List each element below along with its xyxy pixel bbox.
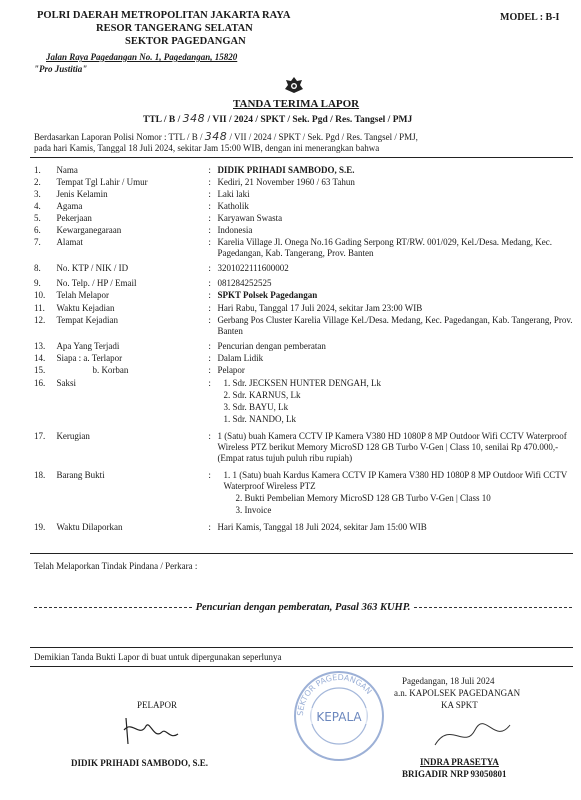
dash-right [414, 607, 572, 608]
sign-right-name: INDRA PRASETYA [420, 757, 499, 767]
field-number: 6. [34, 225, 41, 235]
field-colon [208, 505, 217, 522]
field-label: Jenis Kelamin [56, 189, 108, 199]
field-number: 8. [34, 263, 41, 273]
field-row [34, 378, 574, 390]
field-value: 3. Invoice [235, 505, 272, 515]
field-value: Karelia Village Jl. Onega No.16 Gading Serpong RT/RW. 001/029, Kel./Desa. Medang, Kec. Pagedangan, Kab. Tangerang, Prov. Banten [217, 237, 553, 258]
sign-an: a.n. KAPOLSEK PAGEDANGAN [394, 688, 521, 698]
stamp-center-text: KEPALA [316, 710, 362, 724]
field-row [34, 263, 574, 278]
intro-line-1b: / VII / 2024 / SPKT / Sek. Pgd / Res. Tangsel / PMJ, [229, 132, 418, 142]
sign-left-role: PELAPOR [137, 700, 178, 710]
tindak-pidana-value: Pencurian dengan pemberatan, Pasal 363 KUHP. [195, 602, 411, 613]
field-value: 3. Sdr. BAYU, Lk [223, 402, 289, 412]
field-row [34, 303, 574, 315]
field-number [34, 402, 56, 414]
field-number: 5. [34, 213, 41, 223]
field-row [34, 213, 574, 225]
field-row [34, 201, 574, 213]
field-label: Telah Melapor [56, 290, 110, 300]
field-value: Pencurian dengan pemberatan [217, 341, 326, 351]
field-value: DIDIK PRIHADI SAMBODO, S.E. [217, 165, 355, 175]
sign-place-date: Pagedangan, 18 Juli 2024 [402, 676, 495, 686]
field-row [34, 341, 574, 353]
field-label: Agama [56, 201, 83, 211]
field-value: 081284252525 [217, 278, 272, 288]
field-label: Kewarganegaraan [56, 225, 122, 235]
field-number [34, 493, 56, 505]
police-emblem-icon [283, 76, 305, 94]
number-prefix: TTL / B / [143, 115, 181, 125]
field-colon: : [208, 213, 211, 223]
field-row [34, 402, 574, 414]
intro-line-1 [34, 130, 418, 143]
field-number: 7. [34, 237, 41, 247]
field-number: 15. [34, 365, 46, 375]
field-colon: : [208, 278, 211, 288]
org-line-1: POLRI DAERAH METROPOLITAN JAKARTA RAYA [37, 10, 291, 21]
field-row [34, 470, 574, 493]
field-label: Waktu Dilaporkan [56, 522, 123, 532]
dash-left [34, 607, 192, 608]
intro-line-2: pada hari Kamis, Tanggal 18 Juli 2024, sekitar Jam 15:00 WIB, dengan ini menerangkan bahwa [34, 143, 380, 153]
field-label: Apa Yang Terjadi [56, 341, 120, 351]
top-divider [30, 157, 573, 158]
field-value: Hari Kamis, Tanggal 18 Juli 2024, sekitar Jam 15:00 WIB [217, 522, 427, 532]
field-label: Saksi [56, 378, 76, 388]
field-row [34, 414, 574, 431]
field-label: b. Korban [92, 365, 129, 375]
field-row [34, 315, 574, 341]
field-value: 3201022111600002 [217, 263, 289, 273]
field-value: 1. Sdr. JECKSEN HUNTER DENGAH, Lk [223, 378, 381, 388]
field-colon: : [208, 303, 211, 313]
pro-justitia: "Pro Justitia" [34, 64, 88, 74]
intro-line-1a: Berdasarkan Laporan Polisi Nomor : TTL / B / [34, 132, 203, 142]
tindak-pidana-line [34, 602, 572, 613]
org-line-2: RESOR TANGERANG SELATAN [96, 23, 253, 34]
field-row [34, 365, 574, 378]
field-number: 18. [34, 470, 46, 480]
field-colon: : [208, 225, 211, 235]
field-row [34, 189, 574, 201]
field-value: Hari Rabu, Tanggal 17 Juli 2024, sekitar Jam 23:00 WIB [217, 303, 423, 313]
field-label: Alamat [56, 237, 83, 247]
model-code: MODEL : B-I [500, 12, 560, 23]
field-row [34, 165, 574, 177]
field-colon: : [208, 353, 211, 363]
org-line-3: SEKTOR PAGEDANGAN [125, 36, 246, 47]
field-colon: : [208, 470, 211, 480]
field-value: Pelapor [217, 365, 245, 375]
mid-divider [30, 647, 573, 648]
field-number [34, 505, 56, 522]
field-number: 11. [34, 303, 45, 313]
document-number [143, 112, 412, 125]
field-colon: : [208, 341, 211, 351]
field-label: Siapa : a. Terlapor [56, 353, 123, 363]
field-colon: : [208, 378, 211, 388]
field-number: 1. [34, 165, 41, 175]
field-label [56, 402, 208, 414]
field-label [56, 505, 208, 522]
field-row [34, 390, 574, 402]
report-fields [34, 165, 574, 534]
field-label: Pekerjaan [56, 213, 92, 223]
field-number: 2. [34, 177, 41, 187]
field-number [34, 414, 56, 431]
field-value: 2. Sdr. KARNUS, Lk [223, 390, 301, 400]
field-label: Waktu Kejadian [56, 303, 115, 313]
field-colon [208, 402, 217, 414]
field-colon: : [208, 315, 211, 325]
number-handwritten: 348 [182, 112, 206, 125]
demikian-text: Demikian Tanda Bukti Lapor di buat untuk dipergunakan seperlunya [34, 652, 282, 662]
field-number: 16. [34, 378, 46, 388]
field-value: Gerbang Pos Cluster Karelia Village Kel./Desa. Medang, Kec. Pagedangan, Kab. Tangerang, Prov. Banten [217, 315, 573, 336]
field-number [34, 390, 56, 402]
field-value: Laki laki [217, 189, 250, 199]
field-value: Kediri, 21 November 1960 / 63 Tahun [217, 177, 355, 187]
field-number: 3. [34, 189, 41, 199]
intro-number-handwritten: 348 [204, 130, 228, 143]
field-value: Karyawan Swasta [217, 213, 283, 223]
field-number: 19. [34, 522, 46, 532]
field-row [34, 177, 574, 189]
field-label: Tempat Tgl Lahir / Umur [56, 177, 148, 187]
field-colon: : [208, 263, 211, 273]
sign-right-rank: BRIGADIR NRP 93050801 [402, 769, 507, 779]
field-value: Indonesia [217, 225, 253, 235]
stamp-ring-text: SEKTOR PAGEDANGAN [295, 672, 374, 717]
field-row [34, 353, 574, 365]
field-colon: : [208, 201, 211, 211]
field-row [34, 431, 574, 470]
field-number: 17. [34, 431, 46, 441]
document-title: TANDA TERIMA LAPOR [233, 98, 360, 110]
field-colon: : [208, 237, 211, 247]
field-number: 14. [34, 353, 46, 363]
field-value: Katholik [217, 201, 249, 211]
sign-left-name: DIDIK PRIHADI SAMBODO, S.E. [71, 758, 209, 768]
field-row [34, 522, 574, 534]
signature-right-scribble [430, 715, 520, 755]
field-colon: : [208, 522, 211, 532]
field-colon: : [208, 365, 211, 375]
field-colon [208, 390, 217, 402]
number-suffix: / VII / 2024 / SPKT / Sek. Pgd / Res. Tangsel / PMJ [207, 115, 413, 125]
field-value: Dalam Lidik [217, 353, 264, 363]
field-number: 10. [34, 290, 46, 300]
field-number: 9. [34, 278, 41, 288]
field-row [34, 290, 574, 303]
org-address: Jalan Raya Pagedangan No. 1, Pagedangan, 15820 [46, 52, 238, 62]
field-value: 1 (Satu) buah Kamera CCTV IP Kamera V380 HD 1080P 8 MP Outdoor Wifi CCTV Waterproof Wireless PTZ berikut Memory MicroSD 128 GB Turbo V-Gen | Class 10, senilai Rp 470.000,- (Empat ratus tujuh puluh ribu rupiah) [217, 431, 567, 463]
field-value: SPKT Polsek Pagedangan [217, 290, 318, 300]
field-colon [208, 493, 217, 505]
field-colon [208, 414, 217, 431]
field-number: 12. [34, 315, 46, 325]
field-label [56, 390, 208, 402]
field-number: 13. [34, 341, 46, 351]
bottom-divider [30, 666, 573, 667]
field-label: Tempat Kejadian [56, 315, 119, 325]
field-row [34, 237, 574, 263]
field-row [34, 225, 574, 237]
field-label: No. KTP / NIK / ID [56, 263, 129, 273]
field-value: 1. 1 (Satu) buah Kardus Kamera CCTV IP Kamera V380 HD 1080P 8 MP Outdoor Wifi CCTV Waterproof Wireless PTZ [223, 470, 568, 491]
field-label [56, 414, 208, 431]
field-colon: : [208, 177, 211, 187]
field-value: 1. Sdr. NANDO, Lk [223, 414, 296, 424]
field-colon: : [208, 431, 211, 441]
field-label: Barang Bukti [56, 470, 105, 480]
field-label: Kerugian [56, 431, 90, 441]
field-label: No. Telp. / HP / Email [56, 278, 137, 288]
field-colon: : [208, 189, 211, 199]
signature-left-scribble [118, 712, 188, 748]
field-label: Nama [56, 165, 78, 175]
field-row [34, 493, 574, 505]
field-row [34, 505, 574, 522]
field-value: 2. Bukti Pembelian Memory MicroSD 128 GB Turbo V-Gen | Class 10 [235, 493, 491, 503]
field-label [56, 493, 208, 505]
field-colon: : [208, 290, 211, 300]
official-stamp [291, 668, 387, 764]
field-colon: : [208, 165, 211, 175]
table-bottom-divider [30, 553, 573, 554]
field-number: 4. [34, 201, 41, 211]
sign-unit: KA SPKT [441, 700, 478, 710]
tindak-pidana-label: Telah Melaporkan Tindak Pindana / Perkara : [34, 561, 198, 571]
field-row [34, 278, 574, 290]
